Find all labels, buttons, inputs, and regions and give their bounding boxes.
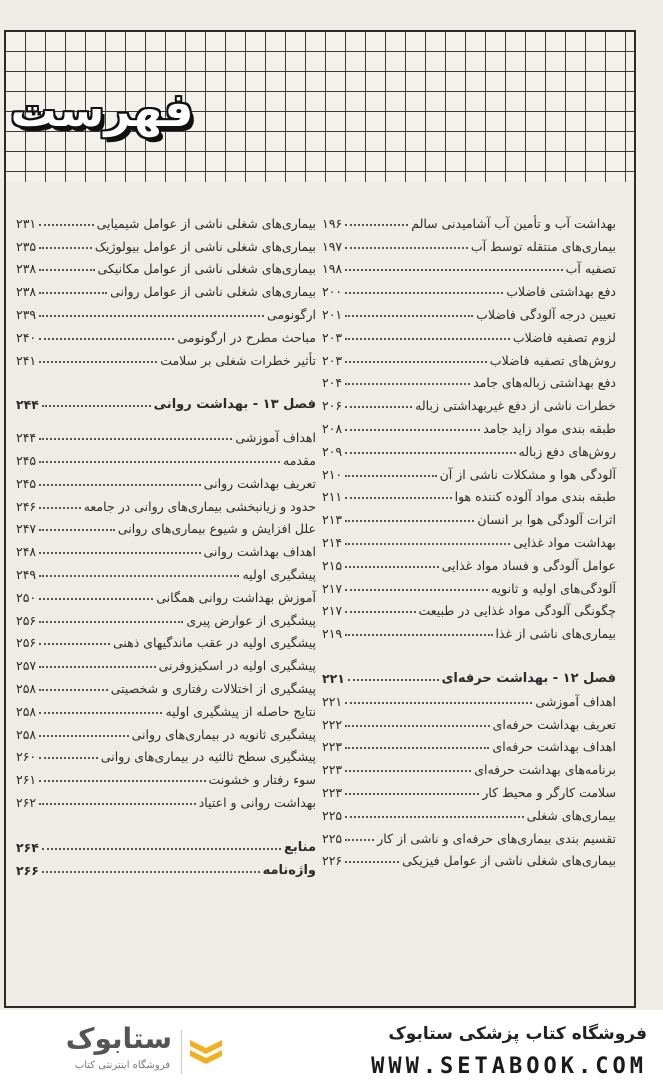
toc-page-number: ۲۳۱ [16,215,37,231]
toc-entry [16,468,316,491]
toc-entry [16,231,316,254]
toc-entry [16,445,316,468]
toc-entry [322,390,616,413]
toc-page-number: ۲۵۸ [16,703,37,719]
dot-leader [39,484,201,486]
dot-leader [39,803,196,805]
toc-page-number: ۲۲۳ [322,739,343,755]
logo-divider [181,1030,182,1074]
dot-leader [39,247,92,249]
toc-entry-title: لزوم تصفیه فاضلاب [512,329,616,345]
toc-page-number: ۲۴۵ [16,475,37,491]
toc-entry-title: طبقه بندی مواد زاید جامد [483,420,616,436]
dot-leader [39,689,108,691]
toc-page-number: ۲۱۰ [322,466,343,482]
dot-leader [345,634,492,636]
toc-column-right [322,208,616,868]
section-gap [16,368,316,390]
toc-entry-title: منابع [284,839,316,855]
toc-entry [322,231,616,254]
dot-leader [345,793,479,795]
toc-page-number: ۲۰۶ [322,398,343,414]
toc-page-number: ۲۲۱ [322,693,343,709]
toc-entry-title: اهداف بهداشت حرفه‌ای [492,739,616,755]
toc-entry [16,322,316,345]
section-gap [16,810,316,832]
toc-entry-title: اهداف بهداشت روانی [203,544,316,560]
dot-leader [345,566,439,568]
toc-page-number: ۲۶۱ [16,772,37,788]
toc-entry-title: تقسیم بندی بیماری‌های حرفه‌ای و ناشی از کار [377,830,616,846]
dot-leader [345,543,510,545]
toc-entry [16,582,316,605]
toc-entry [16,628,316,651]
toc-entry-title: چگونگی آلودگی مواد غذایی در طبیعت [418,603,616,619]
toc-entry-title: بیماری‌های شغلی ناشی از عوامل فیزیکی [402,853,616,869]
toc-entry-title: پیشگیری از عوارض پیری [186,612,316,628]
dot-leader [345,839,374,841]
toc-page-number: ۲۲۱ [322,670,345,686]
toc-page-number: ۲۲۶ [322,853,343,869]
dot-leader [39,292,107,294]
toc-entry [322,800,616,823]
dot-leader [345,292,503,294]
toc-entry [16,254,316,277]
toc-entry [322,299,616,322]
toc-entry [16,345,316,368]
toc-entry-title: علل افزایش و شیوع بیماری‌های روانی [117,521,316,537]
book-logo-icon [186,1032,226,1072]
dot-leader [345,338,510,340]
toc-entry-title: دفع بهداشتی زباله‌های جامد [473,375,616,391]
footer-banner [0,1010,663,1080]
toc-entry [322,504,616,527]
dot-leader [345,747,489,749]
dot-leader [39,757,98,759]
toc-page-number: ۲۵۷ [16,658,37,674]
dot-leader [42,848,281,850]
toc-page-number: ۲۱۱ [322,489,343,505]
toc-entry [16,276,316,299]
dot-leader [39,598,153,600]
dot-leader [345,497,451,499]
dot-leader [39,643,110,645]
dot-leader [345,247,468,249]
toc-entry-title: پیشگیری اولیه در اسکیزوفرنی [158,658,316,674]
toc-page-number: ۲۵۸ [16,680,37,696]
toc-entry [322,368,616,391]
toc-entry-title: بهداشت روانی و اعتیاد [198,794,316,810]
toc-entry [16,536,316,559]
toc-entry-title: بیماری‌های شغلی ناشی از عوامل مکانیکی [97,261,316,277]
dot-leader [39,666,155,668]
toc-entry [16,422,316,445]
toc-entry-title: بهداشت مواد غذایی [513,534,616,550]
toc-entry-title: برنامه‌های بهداشت حرفه‌ای [474,762,616,778]
toc-entry-title: پیشگیری اولیه [242,566,316,582]
toc-entry [16,559,316,582]
toc-entry-title: فصل ۱۳ - بهداشت روانی [153,397,316,413]
toc-entry-title: مباحث مطرح در ارگونومی [177,329,316,345]
toc-entry-title: تأثیر خطرات شغلی بر سلامت [160,352,316,368]
toc-page-number: ۲۳۵ [16,238,37,254]
toc-page-number: ۲۵۰ [16,589,37,605]
toc-entry-title: عوامل آلودگی و فساد مواد غذایی [441,557,616,573]
toc-entry-title: تصفیه آب [565,261,616,277]
toc-entry [322,550,616,573]
toc-page-number: ۲۱۹ [322,626,343,642]
toc-entry-title: اثرات آلودگی هوا بر انسان [477,512,616,528]
toc-page-number: ۲۰۱ [322,306,343,322]
toc-entry-title: بیماری‌های شغلی [526,807,616,823]
toc-page-number: ۲۴۱ [16,352,37,368]
dot-leader [39,780,205,782]
toc-entry-title: واژه‌نامه [262,862,316,878]
toc-entry [322,618,616,641]
section-gap [322,641,616,663]
toc-entry-title: آلودگی هوا و مشکلات ناشی از آن [439,466,616,482]
toc-chapter-heading [16,832,316,855]
toc-page-number: ۲۰۴ [322,375,343,391]
dot-leader [39,224,93,226]
toc-entry-title: پیشگیری سطح ثالثیه در بیماری‌های روانی [100,749,316,765]
toc-page-number: ۲۱۵ [322,557,343,573]
dot-leader [345,269,563,271]
toc-entry-title: روش‌های دفع زباله [518,443,616,459]
toc-entry [322,573,616,596]
toc-entry-title: بهداشت آب و تأمین آب آشامیدنی سالم [411,215,616,231]
toc-page-number: ۲۵۸ [16,726,37,742]
toc-page-number: ۲۳۹ [16,306,37,322]
toc-entry [322,254,616,277]
toc-entry [16,673,316,696]
toc-entry [322,846,616,869]
toc-entry-title: دفع بهداشتی فاضلاب [506,284,616,300]
toc-entry-title: آلودگی‌های اولیه و ثانویه [490,580,616,596]
toc-chapter-heading [322,663,616,686]
toc-page-number: ۲۲۲ [322,716,343,732]
toc-entry [322,754,616,777]
toc-entry [16,787,316,810]
toc-page-number: ۲۶۶ [16,862,39,878]
toc-page-number: ۲۵۶ [16,612,37,628]
toc-entry-title: طبقه بندی مواد آلوده کننده هوا [454,489,616,505]
toc-entry [322,596,616,619]
toc-entry [322,413,616,436]
toc-page-number: ۲۴۰ [16,329,37,345]
toc-page-number: ۲۲۵ [322,807,343,823]
toc-entry [16,696,316,719]
logo-wordmark: ستابوک [65,1022,172,1055]
toc-entry-title: خطرات ناشی از دفع غیربهداشتی زباله [415,398,616,414]
toc-entry [16,650,316,673]
dot-leader [348,679,439,681]
toc-entry [322,686,616,709]
toc-entry-title: ارگونومی [267,306,316,322]
dot-leader [345,406,412,408]
toc-entry [16,742,316,765]
toc-entry-title: اهداف آموزشی [235,430,316,446]
toc-page-number: ۲۴۸ [16,544,37,560]
toc-entry-title: بیماری‌های شغلی ناشی از عوامل روانی [110,284,316,300]
dot-leader [345,861,399,863]
toc-page-number: ۲۵۶ [16,635,37,651]
toc-page-number: ۲۱۳ [322,512,343,528]
toc-entry [16,491,316,514]
toc-chapter-heading [16,390,316,413]
toc-page-number: ۱۹۶ [322,215,343,231]
toc-page-number: ۲۲۳ [322,784,343,800]
dot-leader [345,361,487,363]
toc-page-number: ۲۰۰ [322,284,343,300]
toc-entry-title: پیشگیری از اختلالات رفتاری و شخصیتی [110,680,316,696]
toc-entry-title: بیماری‌های منتقله توسط آب [470,238,616,254]
toc-page-number: ۲۰۳ [322,329,343,345]
toc-entry [16,764,316,787]
dot-leader [39,438,232,440]
toc-page-number: ۲۰۳ [322,352,343,368]
toc-entry [322,276,616,299]
toc-entry-title: مقدمه [283,452,316,468]
toc-page-number: ۲۶۴ [16,839,39,855]
toc-entry [16,605,316,628]
toc-entry-title: نتایج حاصله از پیشگیری اولیه [165,703,316,719]
toc-entry-title: حدود و زیانبخشی بیماری‌های روانی در جامعه [83,498,316,514]
logo-subtitle: فروشگاه اینترنتی کتاب [74,1060,170,1071]
toc-page-number: ۲۳۸ [16,261,37,277]
dot-leader [39,735,128,737]
toc-entry-title: سوء رفتار و خشونت [208,772,316,788]
dot-leader [345,816,524,818]
toc-page-number: ۲۴۴ [16,430,37,446]
toc-entry [322,527,616,550]
toc-entry [322,732,616,755]
toc-page-number: ۲۴۷ [16,521,37,537]
toc-entry-title: بیماری‌های شغلی ناشی از عوامل بیولوژیک [94,238,316,254]
dot-leader [39,315,264,317]
dot-leader [345,429,480,431]
toc-entry [322,345,616,368]
section-gap [16,412,316,422]
toc-column-left [16,208,316,878]
toc-entry-title: اهداف آموزشی [535,693,616,709]
dot-leader [39,269,94,271]
shop-title: فروشگاه کتاب پزشکی ستابوک [388,1024,647,1044]
dot-leader [39,461,280,463]
toc-entry-title: تعیین درجه آلودگی فاضلاب [476,306,616,322]
dot-leader [39,575,239,577]
toc-entry-title: روش‌های تصفیه فاضلاب [489,352,616,368]
dot-leader [39,552,200,554]
toc-page-number: ۲۲۳ [322,762,343,778]
dot-leader [345,315,473,317]
toc-entry [322,823,616,846]
dot-leader [42,871,260,873]
toc-entry-title: آموزش بهداشت روانی همگانی [156,589,316,605]
toc-page-number: ۱۹۷ [322,238,343,254]
toc-page-number: ۲۱۷ [322,603,343,619]
toc-page-number: ۲۶۲ [16,794,37,810]
dot-leader [345,475,436,477]
dot-leader [39,712,162,714]
toc-entry [322,208,616,231]
toc-page-number: ۲۴۹ [16,566,37,582]
toc-page-number: ۲۰۸ [322,420,343,436]
dot-leader [345,611,415,613]
toc-entry [322,777,616,800]
toc-chapter-heading [16,855,316,878]
dot-leader [345,520,474,522]
toc-entry-title: سلامت کارگر و محیط کار [482,784,616,800]
toc-entry-title: تعریف بهداشت حرفه‌ای [492,716,616,732]
toc-entry [16,299,316,322]
page-title: فهرست [10,83,194,137]
dot-leader [345,452,515,454]
shop-url[interactable]: WWW.SETABOOK.COM [371,1054,647,1079]
toc-page-number: ۲۱۷ [322,580,343,596]
toc-entry-title: بیماری‌های شغلی ناشی از عوامل شیمیایی [96,215,316,231]
toc-page-number: ۱۹۸ [322,261,343,277]
dot-leader [39,338,174,340]
dot-leader [345,383,470,385]
toc-page-number: ۲۱۴ [322,534,343,550]
dot-leader [345,589,488,591]
toc-page-number: ۲۰۹ [322,443,343,459]
toc-entry [322,322,616,345]
toc-entry [16,514,316,537]
toc-entry [322,709,616,732]
toc-entry [322,436,616,459]
dot-leader [345,725,489,727]
dot-leader [345,702,532,704]
toc-page-number: ۲۴۴ [16,397,39,413]
toc-entry [322,459,616,482]
dot-leader [42,405,151,407]
dot-leader [345,224,408,226]
toc-page-number: ۲۴۶ [16,498,37,514]
dot-leader [345,770,471,772]
toc-entry-title: بیماری‌های ناشی از غذا [495,626,616,642]
toc-entry [16,719,316,742]
dot-leader [39,361,157,363]
dot-leader [39,529,115,531]
toc-entry-title: پیشگیری اولیه در عقب ماندگیهای ذهنی [112,635,316,651]
toc-entry-title: پیشگیری ثانویه در بیماری‌های روانی [131,726,316,742]
toc-entry [322,482,616,505]
toc-page-number: ۲۲۵ [322,830,343,846]
dot-leader [39,507,81,509]
toc-entry-title: تعریف بهداشت روانی [203,475,316,491]
toc-page-number: ۲۳۸ [16,284,37,300]
dot-leader [39,621,183,623]
toc-entry-title: فصل ۱۲ - بهداشت حرفه‌ای [441,670,616,686]
toc-page-number: ۲۴۵ [16,452,37,468]
toc-page-number: ۲۶۰ [16,749,37,765]
toc-entry [16,208,316,231]
